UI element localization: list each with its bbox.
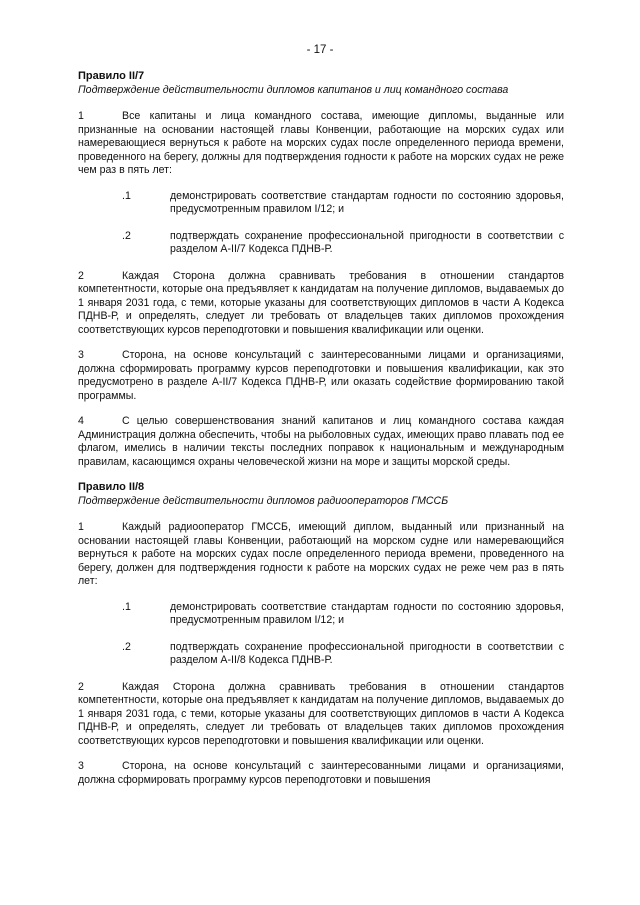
rule-section-ii-7 [78,70,564,469]
subparagraph-number: .1 [122,189,131,202]
subparagraph-number: .1 [122,600,131,613]
page-number: - 17 - [306,44,334,56]
paragraph [78,110,564,178]
paragraph-number: 1 [78,110,84,122]
subparagraph [78,641,564,668]
subparagraph [78,230,564,257]
paragraph-number: 3 [78,349,84,361]
paragraph-text: С целью совершенствования знаний капитанов и лиц командного состава каждая Администрация должна обеспечить, чтобы на рыболовных судах, имеющих право плавать под ее флагом, имелись в наличии тексты последних поправок к национальным и международным правилам, касающимся охраны человеческой жизни на море и защиты морской среды. [78,415,564,468]
paragraph-number: 3 [78,760,84,772]
paragraph-number: 4 [78,415,84,427]
paragraph [78,349,564,403]
paragraph-text: Все капитаны и лица командного состава, имеющие дипломы, выданные или признанные на основании настоящей главы Конвенции, работающие на морских судах или намеревающиеся вернуться к работе на морских судах после определенного периода времени, проведенного на берегу, должны для подтверждения годности к работе на морских судах не реже чем раз в пять лет: [78,110,564,176]
paragraph [78,760,564,787]
rule-subtitle: Подтверждение действительности дипломов радиооператоров ГМССБ [78,494,449,507]
rule-section-ii-8 [78,481,564,787]
subparagraph [78,190,564,217]
paragraph [78,681,564,749]
subparagraph-number: .2 [122,640,131,653]
subparagraph-number: .2 [122,229,131,242]
paragraph-number: 1 [78,521,84,533]
subparagraph-text: подтверждать сохранение профессиональной пригодности в соответствии с разделом A-II/7 Кодекса ПДНВ-Р. [170,229,564,255]
subparagraph [78,601,564,628]
subparagraph-text: демонстрировать соответствие стандартам годности по состоянию здоровья, предусмотренным правилом I/12; и [170,600,564,626]
subparagraph-text: подтверждать сохранение профессиональной пригодности в соответствии с разделом A-II/8 Кодекса ПДНВ-Р. [170,640,564,666]
paragraph [78,270,564,338]
rule-subtitle: Подтверждение действительности дипломов капитанов и лиц командного состава [78,83,509,96]
paragraph-text: Сторона, на основе консультаций с заинтересованными лицами и организациями, должна сформировать программу курсов переподготовки и повышения [78,760,564,786]
document-body [78,70,564,799]
paragraph-text: Каждая Сторона должна сравнивать требования в отношении стандартов компетентности, которые она предъявляет к кандидатам на получение дипломов, выдаваемых до 1 января 2031 года, с теми, которые указаны для соответствующих дипломов в части А Кодекса ПДНВ-Р, и определять, следует ли требовать от владельцев таких дипломов прохождения соответствующих курсов переподготовки и повышения квалификации или оценки. [78,680,564,747]
paragraph [78,521,564,589]
rule-title: Правило II/8 [78,481,145,493]
subparagraph-text: демонстрировать соответствие стандартам годности по состоянию здоровья, предусмотренным правилом I/12; и [170,189,564,215]
paragraph-number: 2 [78,269,84,282]
rule-title: Правило II/7 [78,70,145,82]
paragraph-text: Сторона, на основе консультаций с заинтересованными лицами и организациями, должна сформировать программу курсов переподготовки и повышения квалификации, как это предусмотрено в разделе A-II/7 Кодекса ПДНВ-Р, или оказать содействие формированию такой программы. [78,349,564,402]
paragraph-text: Каждый радиооператор ГМССБ, имеющий диплом, выданный или признанный на основании настоящей главы Конвенции, работающий на морском судне или намеревающийся вернуться к работе на морских судах после определенного периода времени, проведенного на берегу, должен для подтверждения годности к работе на морских судах не реже чем раз в пять лет: [78,521,564,587]
paragraph-text: Каждая Сторона должна сравнивать требования в отношении стандартов компетентности, которые она предъявляет к кандидатам на получение дипломов, выдаваемых до 1 января 2031 года, с теми, которые указаны для соответствующих дипломов в части А Кодекса ПДНВ-Р, и определять, следует ли требовать от владельцев таких дипломов прохождения соответствующих курсов переподготовки и повышения квалификации или оценки. [78,269,564,336]
paragraph-number: 2 [78,680,84,693]
paragraph [78,415,564,469]
